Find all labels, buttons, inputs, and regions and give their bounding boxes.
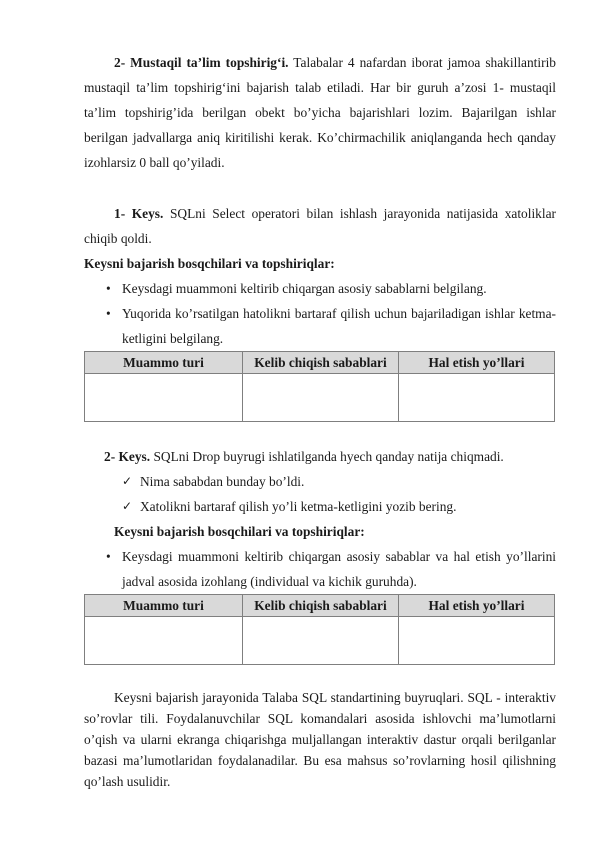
table-header-cell: Kelib chiqish sabablari [243, 352, 399, 374]
bullet-marker: • [106, 306, 111, 321]
case2-table [84, 594, 555, 665]
table-header-cell: Hal etish yo’llari [399, 352, 555, 374]
table-cell[interactable] [399, 374, 555, 422]
bullet-marker: • [106, 281, 111, 296]
table-header-row [85, 352, 555, 374]
table-header-cell: Muammo turi [85, 595, 243, 617]
table-header-cell: Hal etish yo’llari [399, 595, 555, 617]
case2-label: 2- Keys. [104, 449, 151, 464]
check-icon: ✓ [122, 499, 133, 513]
task-heading: 2- Mustaqil ta’lim topshirig‘i. [114, 55, 289, 70]
list-item: • Yuqorida ko’rsatilgan hatolikni bartaraf qilish uchun bajariladigan ishlar ketma-ketligini belgilang. [84, 301, 556, 351]
closing-paragraph: Keysni bajarish jarayonida Talaba SQL standartining buyruqlari. SQL - interaktiv so’rovlar tili. Foydalanuvchilar SQL komandalari asosida ishlovchi ma’lumotlarni o’qish va ularni ekranga chiqarishga muljallangan interaktiv dastur orqali berilganlar bazasi ma’lumotlaridan foydalanadilar. Bu esa mahsus so’rovlarning hosil qilishning qo’lash usulidir. [84, 690, 556, 789]
check-icon: ✓ [122, 474, 133, 488]
table-header-row [85, 595, 555, 617]
task-text: Talabalar 4 nafardan iborat jamoa shakillantirib mustaqil ta’lim topshirig‘ini bajarish talab etiladi. Har bir guruh a’zosi 1- mustaqil ta’lim topshirig’ida berilgan obekt bo’yicha bajarishlari lozim. Bajarilgan ishlar berilgan jadvallarga aniq kiritilishi kerak. Ko’chirmachilik aniqlanganda hech qanday izohlarsiz 0 ball qo’yiladi. [84, 55, 556, 170]
table-cell[interactable] [243, 374, 399, 422]
list-item: • Keysdagi muammoni keltirib chiqargan asosiy sabablarni belgilang. [84, 276, 556, 301]
case2-bullet-list [84, 544, 556, 594]
case2-text: SQLni Drop buyrugi ishlatilganda hyech qanday natija chiqmadi. [150, 449, 504, 464]
table-cell[interactable] [243, 617, 399, 665]
table-header-cell: Muammo turi [85, 352, 243, 374]
list-item: ✓ Nima sababdan bunday bo’ldi. [84, 469, 556, 494]
table-cell[interactable] [85, 374, 243, 422]
table-row [85, 617, 555, 665]
list-item: • Keysdagi muammoni keltirib chiqargan asosiy sabablar va hal etish yo’llarini jadval asosida izohlang (individual va kichik guruhda). [84, 544, 556, 594]
table-row [85, 374, 555, 422]
case2-check-list [84, 469, 556, 519]
bullet-marker: • [106, 549, 111, 564]
case1-table [84, 351, 555, 422]
list-item: ✓ Xatolikni bartaraf qilish yo’li ketma-ketligini yozib bering. [84, 494, 556, 519]
table-header-cell: Kelib chiqish sabablari [243, 595, 399, 617]
document-page [84, 50, 556, 792]
task-paragraph [84, 50, 556, 175]
case1-paragraph [84, 201, 556, 251]
case1-text: SQLni Select operatori bilan ishlash jarayonida natijasida xatoliklar chiqib qoldi. [84, 206, 557, 246]
case1-bullet-list [84, 276, 556, 351]
case2-subheading: Keysni bajarish bosqchilari va topshiriqlar: [114, 524, 365, 539]
table-cell[interactable] [399, 617, 555, 665]
case1-label: 1- Keys. [114, 206, 164, 221]
case1-subheading: Keysni bajarish bosqchilari va topshiriqlar: [84, 256, 335, 271]
table-cell[interactable] [85, 617, 243, 665]
case2-paragraph [84, 444, 556, 469]
